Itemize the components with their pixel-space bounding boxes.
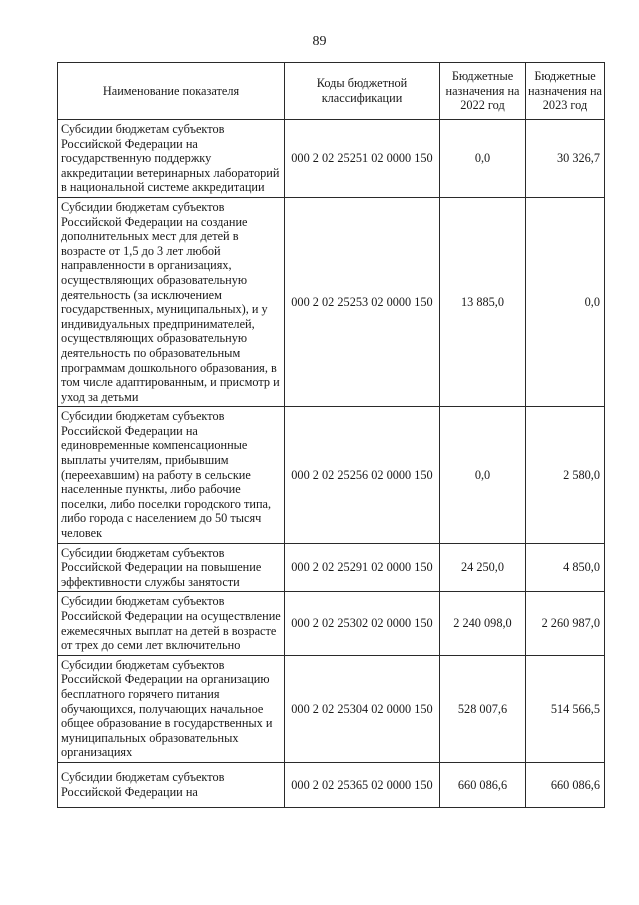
row-name: Субсидии бюджетам субъектов Российской Федерации на осуществление ежемесячных выплат на детей в возрасте от трех до семи лет включительно [58, 592, 285, 655]
row-2022: 0,0 [440, 120, 526, 198]
row-2023: 514 566,5 [526, 655, 605, 762]
row-2023: 2 580,0 [526, 407, 605, 543]
page-number: 89 [312, 34, 327, 49]
row-2023: 30 326,7 [526, 120, 605, 198]
row-code: 000 2 02 25251 02 0000 150 [285, 120, 440, 198]
row-name: Субсидии бюджетам субъектов Российской Федерации на организацию бесплатного горячего питания обучающихся, получающих начальное общее образование в государственных и муниципальных образовательных организациях [58, 655, 285, 762]
row-code: 000 2 02 25291 02 0000 150 [285, 543, 440, 592]
row-name: Субсидии бюджетам субъектов Российской Федерации на [58, 762, 285, 807]
table-row [58, 592, 605, 655]
table-row [58, 543, 605, 592]
row-2022: 2 240 098,0 [440, 592, 526, 655]
row-code: 000 2 02 25365 02 0000 150 [285, 762, 440, 807]
header-code: Коды бюджетной классификации [285, 63, 440, 120]
row-code: 000 2 02 25302 02 0000 150 [285, 592, 440, 655]
row-2023: 660 086,6 [526, 762, 605, 807]
row-2022: 0,0 [440, 407, 526, 543]
row-code: 000 2 02 25256 02 0000 150 [285, 407, 440, 543]
header-name: Наименование показателя [58, 63, 285, 120]
row-name: Субсидии бюджетам субъектов Российской Федерации на единовременные компенсационные выплаты учителям, прибывшим (переехавшим) на работу в сельские населенные пункты, либо рабочие поселки, либо поселки городского типа, либо города с населением до 50 тысяч человек [58, 407, 285, 543]
row-2022: 24 250,0 [440, 543, 526, 592]
row-2022: 528 007,6 [440, 655, 526, 762]
row-name: Субсидии бюджетам субъектов Российской Федерации на государственную поддержку аккредитации ветеринарных лабораторий в национальной системе аккредитации [58, 120, 285, 198]
table-row [58, 407, 605, 543]
row-name: Субсидии бюджетам субъектов Российской Федерации на создание дополнительных мест для детей в возрасте от 1,5 до 3 лет любой направленности в организациях, осуществляющих образовательную деятельность (за исключением государственных, муниципальных), и у индивидуальных предпринимателей, осуществляющих образовательную деятельность по образовательным программам дошкольного образования, в том числе адаптированным, и присмотр и уход за детьми [58, 197, 285, 406]
row-code: 000 2 02 25253 02 0000 150 [285, 197, 440, 406]
table-row [58, 197, 605, 406]
row-2023: 0,0 [526, 197, 605, 406]
row-name: Субсидии бюджетам субъектов Российской Федерации на повышение эффективности службы занятости [58, 543, 285, 592]
table-row [58, 762, 605, 807]
row-2022: 13 885,0 [440, 197, 526, 406]
table-row [58, 120, 605, 198]
header-2023: Бюджетные назначения на 2023 год [526, 63, 605, 120]
table-header-row [58, 63, 605, 120]
budget-table [57, 62, 605, 808]
row-2022: 660 086,6 [440, 762, 526, 807]
row-code: 000 2 02 25304 02 0000 150 [285, 655, 440, 762]
row-2023: 2 260 987,0 [526, 592, 605, 655]
row-2023: 4 850,0 [526, 543, 605, 592]
header-2022: Бюджетные назначения на 2022 год [440, 63, 526, 120]
table-row [58, 655, 605, 762]
